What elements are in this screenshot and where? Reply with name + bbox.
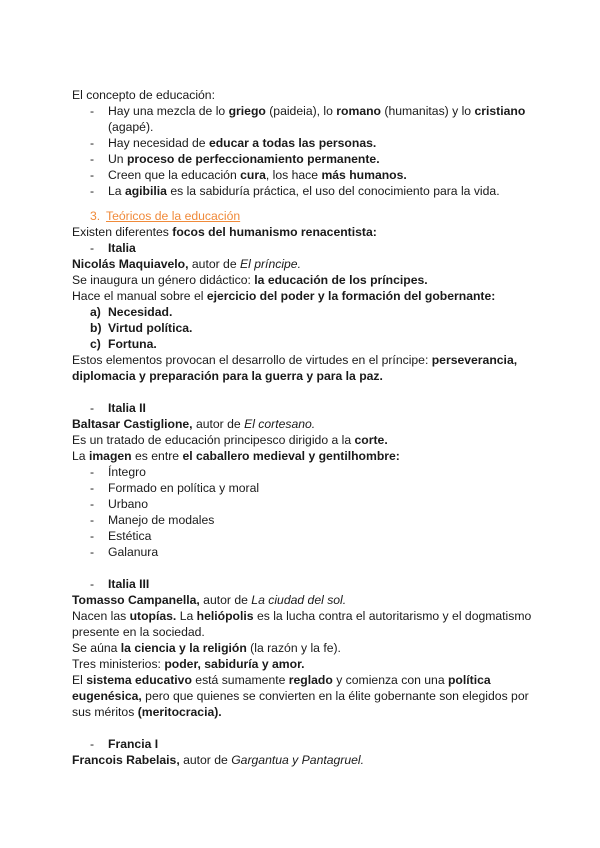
author-line: Nicolás Maquiavelo, autor de El príncipe.	[72, 257, 301, 271]
list-item: c) Fortuna.	[90, 337, 157, 351]
list-item: - Íntegro	[90, 464, 532, 480]
author-line: Tomasso Campanella, autor de La ciudad del sol.	[72, 593, 347, 607]
paragraph: Hace el manual sobre el ejercicio del poder y la formación del gobernante:	[72, 289, 496, 303]
paragraph: Es un tratado de educación principesco dirigido a la corte.	[72, 433, 388, 447]
section-lead: Existen diferentes focos del humanismo renacentista:	[72, 225, 377, 239]
list-item: - Estética	[90, 528, 532, 544]
author-line: Francois Rabelais, autor de Gargantua y Pantagruel.	[72, 753, 364, 767]
list-item: - Urbano	[90, 496, 532, 512]
subsection-heading-francia: - Francia I	[90, 737, 159, 751]
section-heading: 3. Teóricos de la educación	[90, 209, 241, 223]
list-item: b) Virtud política.	[90, 321, 193, 335]
qualities-list	[72, 464, 532, 560]
list-item: - Un proceso de perfeccionamiento permanente.	[90, 151, 532, 167]
subsection-heading-italia-2: - Italia II	[90, 401, 146, 415]
list-item: a) Necesidad.	[90, 305, 173, 319]
list-item: - Formado en política y moral	[90, 480, 532, 496]
author-line: Baltasar Castiglione, autor de El cortesano.	[72, 417, 316, 431]
intro-lead: El concepto de educación:	[72, 88, 215, 102]
paragraph: Tres ministerios: poder, sabiduría y amor.	[72, 657, 305, 671]
subsection-heading-italia-3: - Italia III	[90, 577, 150, 591]
paragraph: El sistema educativo está sumamente reglado y comienza con una política eugenésica, pero que quienes se convierten en la élite gobernante son elegidos por sus méritos (meritocracia).	[72, 673, 529, 719]
list-item: - Hay una mezcla de lo griego (paideia), lo romano (humanitas) y lo cristiano (agapé).	[90, 103, 532, 135]
virtues-list	[72, 304, 532, 352]
paragraph: Estos elementos provocan el desarrollo de virtudes en el príncipe: perseverancia, diplomacia y preparación para la guerra y para la paz.	[72, 353, 518, 383]
list-item: - Galanura	[90, 544, 532, 560]
paragraph: Se inaugura un género didáctico: la educación de los príncipes.	[72, 273, 428, 287]
list-item: - La agibilia es la sabiduría práctica, el uso del conocimiento para la vida.	[90, 183, 532, 199]
list-item: - Manejo de modales	[90, 512, 532, 528]
intro-list	[72, 103, 532, 199]
paragraph: Se aúna la ciencia y la religión (la razón y la fe).	[72, 641, 341, 655]
document-body	[72, 87, 532, 768]
list-item: - Creen que la educación cura, los hace más humanos.	[90, 167, 532, 183]
paragraph: La imagen es entre el caballero medieval y gentilhombre:	[72, 449, 400, 463]
subsection-heading-italia: - Italia	[90, 241, 136, 255]
list-item: - Hay necesidad de educar a todas las personas.	[90, 135, 532, 151]
paragraph: Nacen las utopías. La heliópolis es la lucha contra el autoritarismo y el dogmatismo presente en la sociedad.	[72, 609, 532, 639]
